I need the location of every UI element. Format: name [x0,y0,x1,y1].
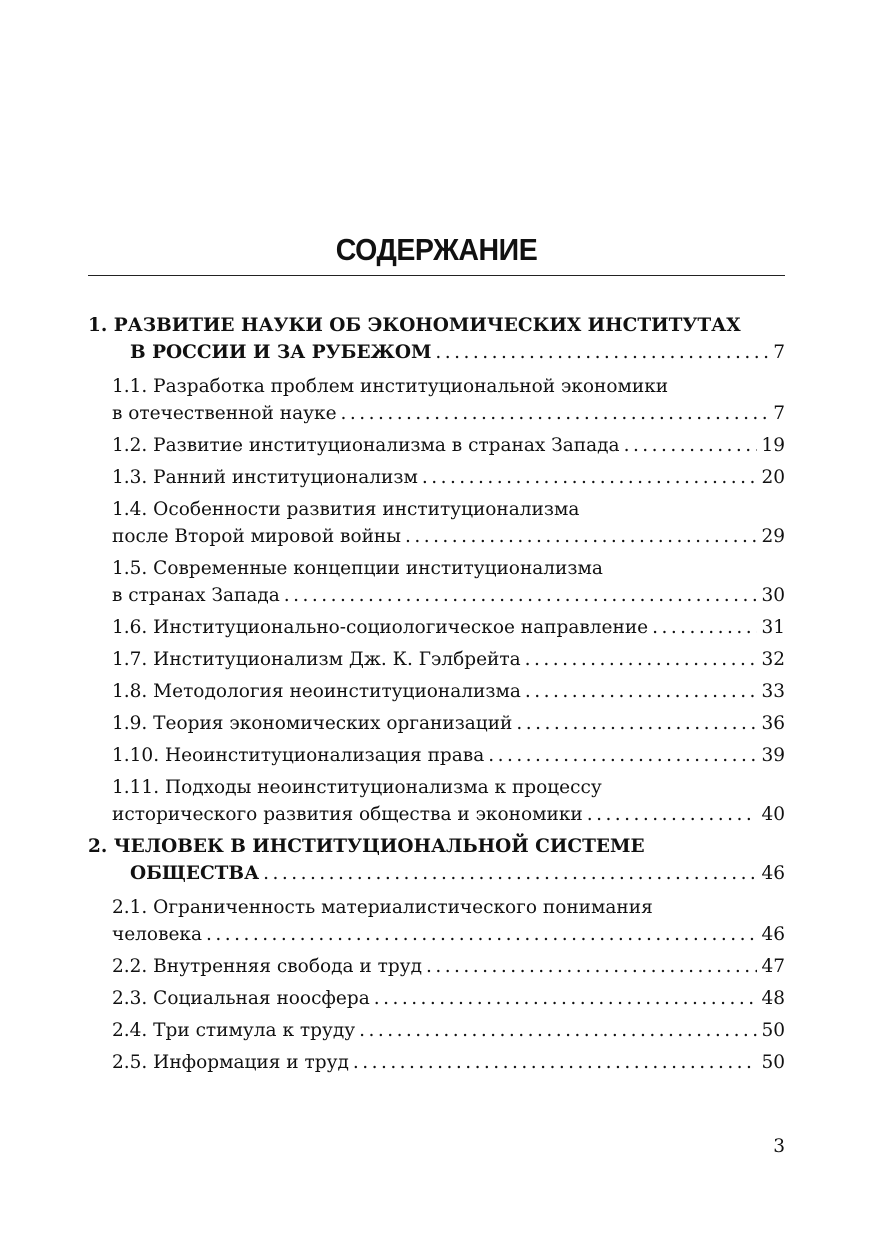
dot-leader [353,1049,758,1076]
page-number: 3 [773,1136,785,1157]
entry-title-line: 1.11. Подходы неоинституционализма к процессу [112,777,602,798]
entry-title: 2.4. Три стимула к труду [112,1020,356,1041]
dot-leader [525,646,758,673]
toc-section[interactable] [88,985,785,1012]
entry-page-number: 33 [761,681,785,702]
toc-section[interactable] [88,678,785,705]
entry-title-line: 2.1. Ограниченность материалистического понимания [112,897,653,918]
toc-section[interactable] [88,742,785,769]
entry-page-number: 40 [761,804,785,825]
entry-title: 1.2. Развитие институционализма в странах Запада [112,435,620,456]
dot-leader [624,432,758,459]
entry-page-number: 46 [761,863,785,884]
entry-title-line: 2. ЧЕЛОВЕК В ИНСТИТУЦИОНАЛЬНОЙ СИСТЕМЕ [88,836,645,857]
dot-leader [422,464,758,491]
dot-leader [284,582,758,609]
entry-title: 1.6. Институционально-социологическое направление [112,617,649,638]
entry-title: в отечественной науке [112,403,337,424]
entry-page-number: 39 [761,745,785,766]
dot-leader [359,1017,757,1044]
toc-section[interactable] [88,464,785,491]
dot-leader [516,710,757,737]
entry-page-number: 36 [761,713,785,734]
entry-page-number: 20 [761,467,785,488]
entry-page-number: 29 [761,526,785,547]
entry-title: человека [112,924,203,945]
entry-title-line: 1. РАЗВИТИЕ НАУКИ ОБ ЭКОНОМИЧЕСКИХ ИНСТИТУТАХ [88,315,741,336]
entry-page-number: 19 [761,435,785,456]
dot-leader [525,678,758,705]
entry-title: 2.2. Внутренняя свобода и труд [112,956,422,977]
entry-page-number: 50 [761,1052,785,1073]
dot-leader [374,985,758,1012]
dot-leader [263,860,757,887]
toc-section[interactable] [88,555,785,609]
entry-page-number: 7 [773,403,785,424]
toc-section[interactable] [88,710,785,737]
toc-section[interactable] [88,496,785,550]
entry-title: 1.7. Институционализм Дж. К. Гэлбрейта [112,649,521,670]
dot-leader [206,921,757,948]
entry-page-number: 46 [761,924,785,945]
toc-section[interactable] [88,432,785,459]
toc-chapter[interactable] [88,312,785,366]
entry-page-number: 48 [761,988,785,1009]
entry-page-number: 47 [761,956,785,977]
entry-title: 2.5. Информация и труд [112,1052,349,1073]
toc-section[interactable] [88,953,785,980]
dot-leader [652,614,757,641]
entry-title-line: 1.4. Особенности развития институционализма [112,499,580,520]
dot-leader [341,400,770,427]
entry-title: исторического развития общества и экономики [112,804,583,825]
entry-page-number: 31 [761,617,785,638]
toc-section[interactable] [88,646,785,673]
dot-leader [488,742,757,769]
entry-title: ОБЩЕСТВА [130,863,260,884]
toc-section[interactable] [88,1017,785,1044]
toc-section[interactable] [88,614,785,641]
entry-title-line: 1.5. Современные концепции институционализма [112,558,603,579]
dot-leader [405,523,757,550]
entry-title: 1.10. Неоинституционализация права [112,745,485,766]
entry-title: в странах Запада [112,585,280,606]
title-divider [88,275,785,276]
entry-title: 2.3. Социальная ноосфера [112,988,370,1009]
entry-title: 1.8. Методология неоинституционализма [112,681,521,702]
entry-page-number: 30 [761,585,785,606]
entry-title: после Второй мировой войны [112,526,401,547]
entry-title-line: 1.1. Разработка проблем институциональной экономики [112,376,669,397]
page-title: СОДЕРЖАНИЕ [335,232,538,267]
toc-chapter[interactable] [88,833,785,887]
toc-section[interactable] [88,774,785,828]
table-of-contents [88,312,785,1081]
entry-title: 1.9. Теория экономических организаций [112,713,513,734]
toc-section[interactable] [88,894,785,948]
entry-title: В РОССИИ И ЗА РУБЕЖОМ [130,342,432,363]
dot-leader [426,953,757,980]
dot-leader [587,801,758,828]
toc-section[interactable] [88,373,785,427]
toc-section[interactable] [88,1049,785,1076]
entry-page-number: 7 [773,342,785,363]
entry-page-number: 32 [761,649,785,670]
dot-leader [435,339,769,366]
entry-title: 1.3. Ранний институционализм [112,467,418,488]
entry-page-number: 50 [761,1020,785,1041]
